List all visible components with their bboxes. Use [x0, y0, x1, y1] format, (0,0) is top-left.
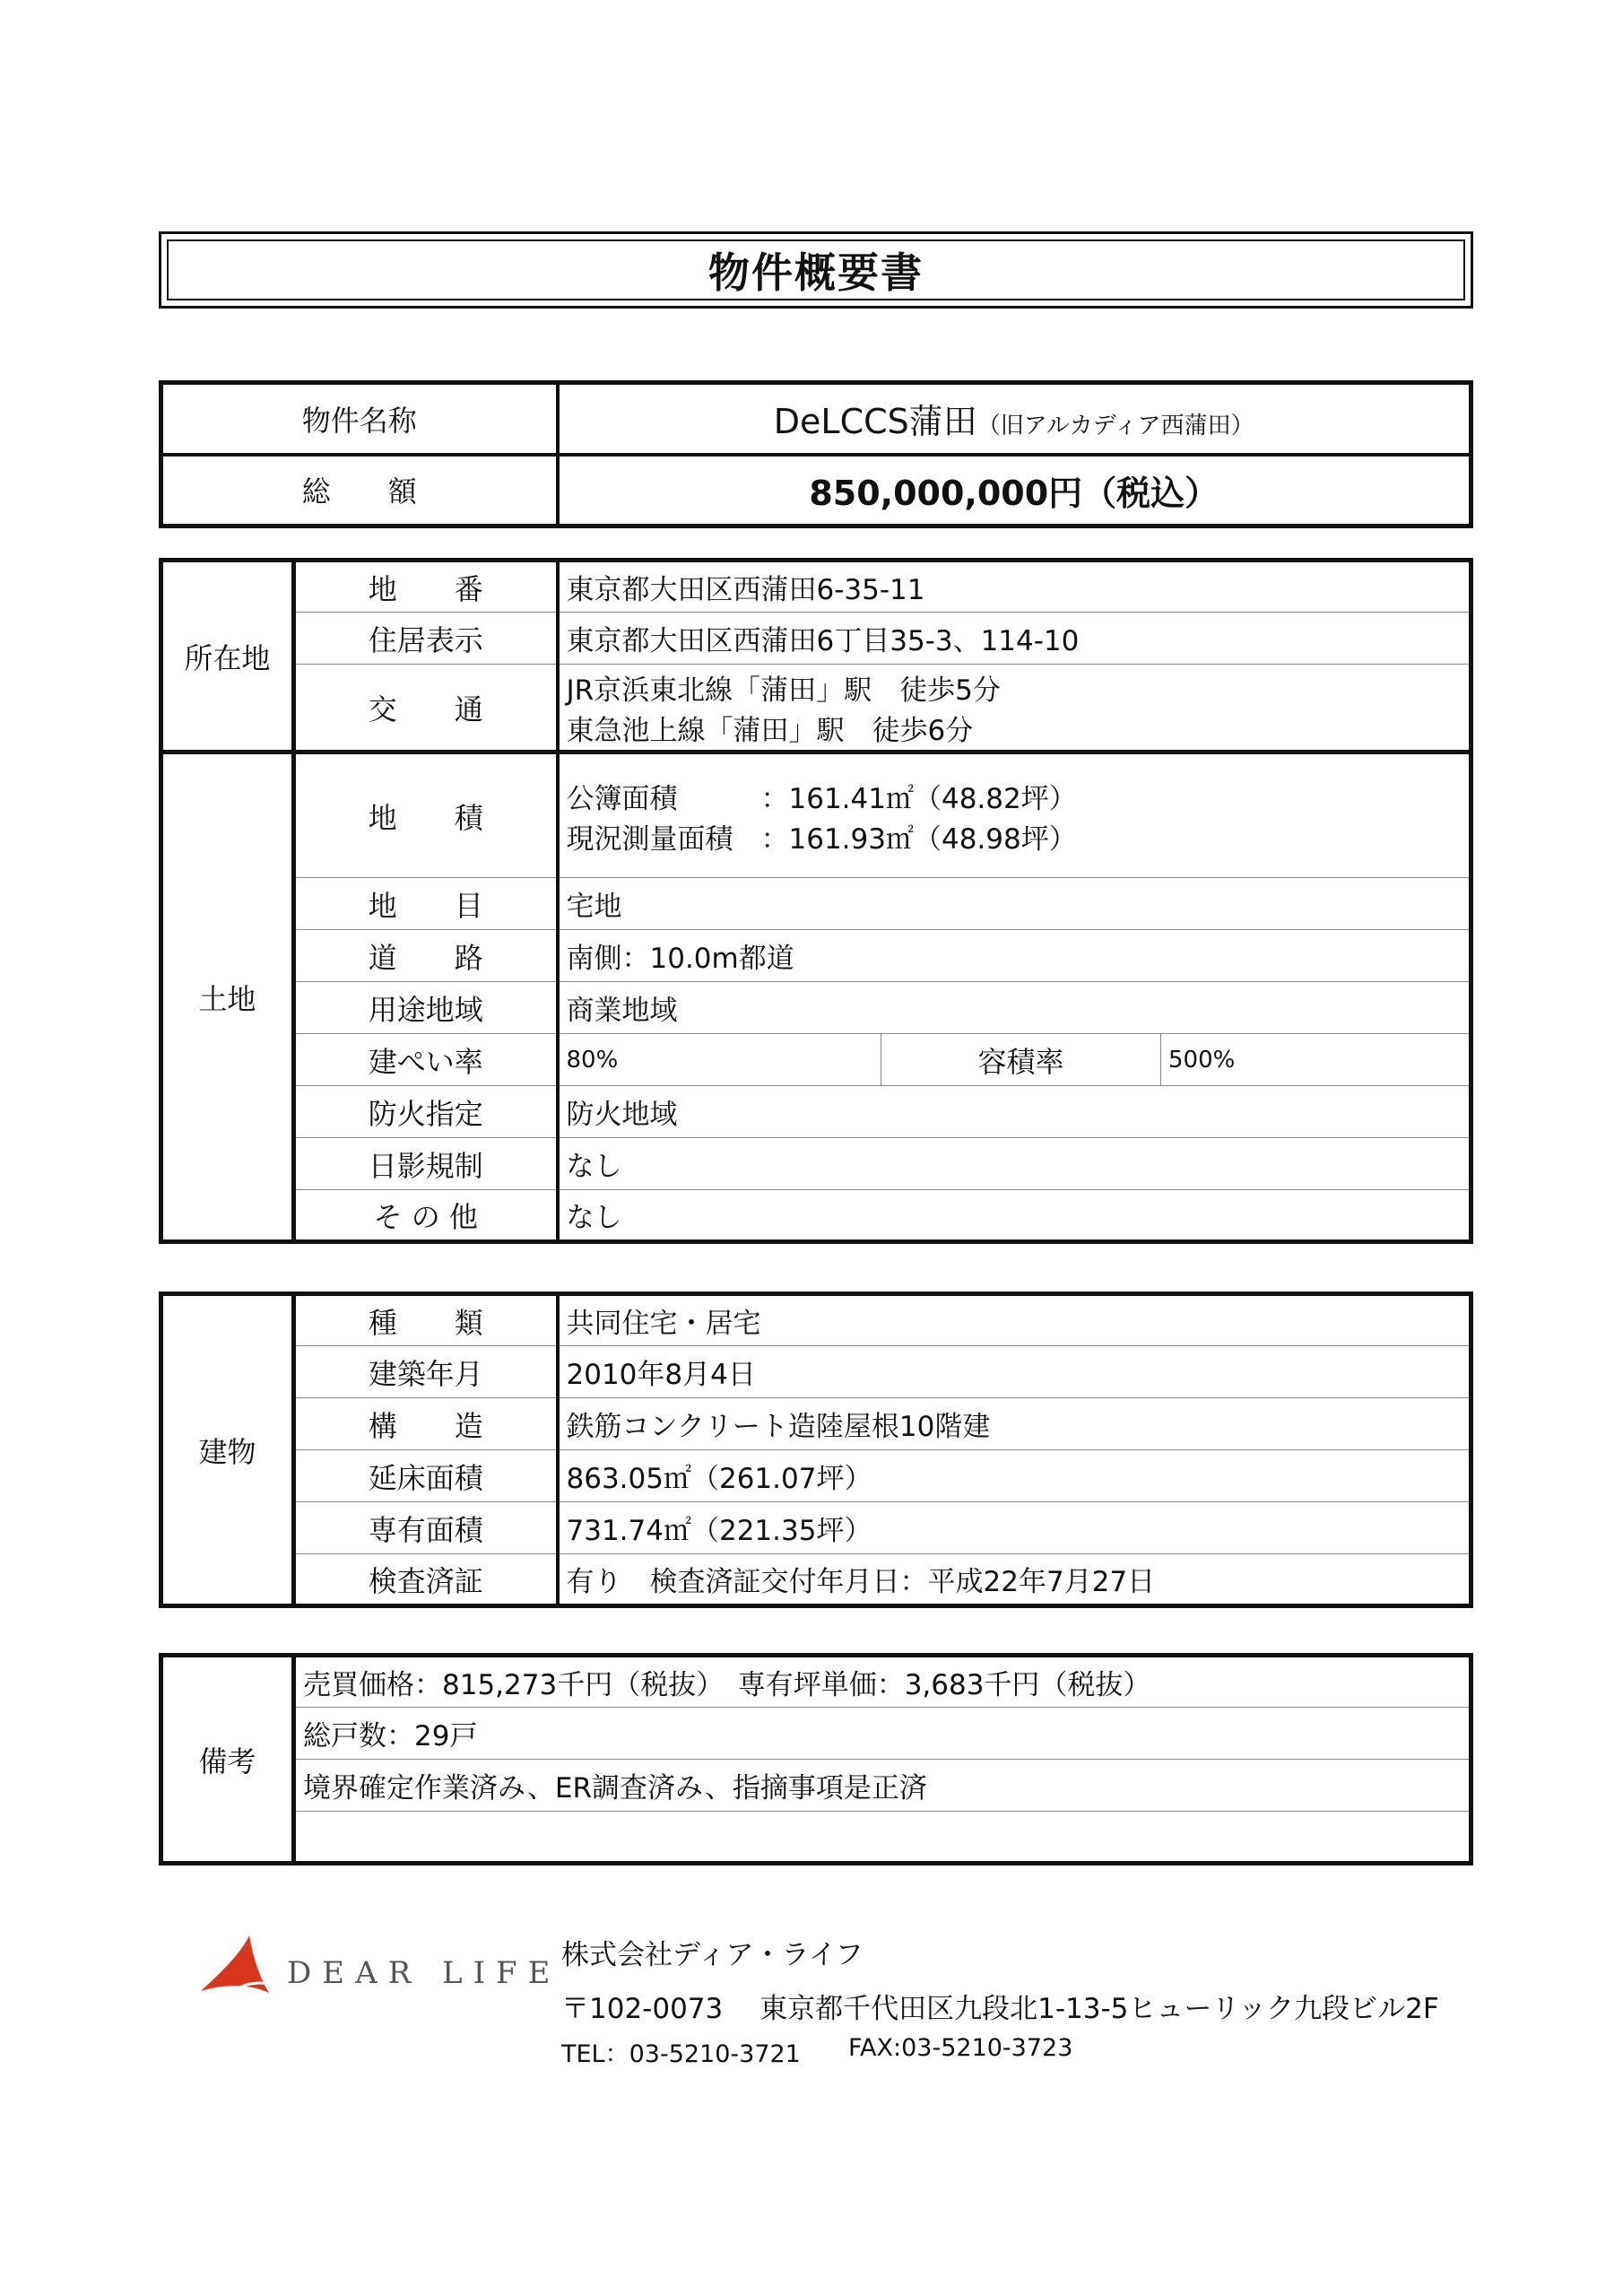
section-building: 建物: [161, 1294, 294, 1606]
property-name-label: 物件名称: [161, 383, 558, 455]
land-area-value: [558, 752, 1471, 878]
building-type-value: 共同住宅・居宅: [558, 1294, 1471, 1346]
remarks-line-2: 総戸数：29戸: [294, 1708, 1471, 1760]
address-value: 東京都大田区西蒲田6丁目35-3、114-10: [558, 613, 1471, 665]
page-title: 物件概要書: [167, 239, 1465, 300]
company-fax: FAX:03-5210-3723: [848, 2034, 1073, 2062]
structure-value: 鉄筋コンクリート造陸屋根10階建: [558, 1398, 1471, 1450]
company-tel: TEL：03-5210-3721: [561, 2040, 801, 2068]
fire-zone-label: 防火指定: [294, 1086, 558, 1138]
far-value: 500%: [1161, 1034, 1471, 1086]
logo-text: DEAR LIFE: [287, 1955, 561, 1991]
floor-area-value: 863.05㎡（261.07坪）: [558, 1450, 1471, 1502]
property-name-cell: [558, 383, 1471, 455]
transport-value: [558, 665, 1471, 752]
other-value: なし: [558, 1190, 1471, 1242]
floor-area-label: 延床面積: [294, 1450, 558, 1502]
registered-area: 公簿面積 ：161.41㎡（48.82坪）: [566, 782, 1077, 815]
exclusive-area-label: 専有面積: [294, 1502, 558, 1554]
built-date-label: 建築年月: [294, 1346, 558, 1398]
remarks-line-1: 売買価格：815,273千円（税抜） 専有坪単価：3,683千円（税抜）: [294, 1656, 1471, 1708]
section-remarks: 備考: [161, 1656, 294, 1864]
land-category-label: 地 目: [294, 878, 558, 930]
shadow-regulation-label: 日影規制: [294, 1138, 558, 1190]
road-value: 南側：10.0m都道: [558, 930, 1471, 982]
zoning-label: 用途地域: [294, 982, 558, 1034]
zoning-value: 商業地域: [558, 982, 1471, 1034]
title-box: [159, 231, 1473, 309]
address-label: 住居表示: [294, 613, 558, 665]
section-land: 土地: [161, 752, 294, 1242]
company-name: 株式会社ディア・ライフ: [561, 1939, 864, 1971]
location-land-table: [159, 558, 1473, 1244]
property-former-name: （旧アルカディア西蒲田）: [976, 413, 1254, 440]
summary-table: [159, 380, 1473, 528]
lot-number-value: 東京都大田区西蒲田6-35-11: [558, 561, 1471, 613]
transport-line-2: 東急池上線「蒲田」駅 徒歩6分: [566, 714, 974, 747]
coverage-value: 80%: [558, 1034, 881, 1086]
shadow-regulation-value: なし: [558, 1138, 1471, 1190]
remarks-line-3: 境界確定作業済み、ER調査済み、指摘事項是正済: [294, 1760, 1471, 1812]
inspection-label: 検査済証: [294, 1554, 558, 1606]
land-area-label: 地 積: [294, 752, 558, 878]
structure-label: 構 造: [294, 1398, 558, 1450]
coverage-label: 建ぺい率: [294, 1034, 558, 1086]
other-label: そ の 他: [294, 1190, 558, 1242]
building-table: [159, 1292, 1473, 1608]
company-address: 〒102-0073 東京都千代田区九段北1-13-5ヒューリック九段ビル2F: [561, 1993, 1439, 2025]
transport-label: 交 通: [294, 665, 558, 752]
exclusive-area-value: 731.74㎡（221.35坪）: [558, 1502, 1471, 1554]
land-category-value: 宅地: [558, 878, 1471, 930]
road-label: 道 路: [294, 930, 558, 982]
section-location: 所在地: [161, 561, 294, 752]
inspection-value: 有り 検査済証交付年月日：平成22年7月27日: [558, 1554, 1471, 1606]
surveyed-area: 現況測量面積 ：161.93㎡（48.98坪）: [566, 822, 1077, 856]
built-date-value: 2010年8月4日: [558, 1346, 1471, 1398]
property-name: DeLCCS蒲田: [773, 402, 977, 442]
building-type-label: 種 類: [294, 1294, 558, 1346]
remarks-line-4: [294, 1812, 1471, 1864]
total-price: 850,000,000円（税込）: [558, 455, 1471, 526]
transport-line-1: JR京浜東北線「蒲田」駅 徒歩5分: [566, 674, 1001, 707]
fire-zone-value: 防火地域: [558, 1086, 1471, 1138]
total-label: 総 額: [161, 455, 558, 526]
remarks-table: [159, 1653, 1473, 1866]
far-label: 容積率: [881, 1034, 1161, 1086]
lot-number-label: 地 番: [294, 561, 558, 613]
